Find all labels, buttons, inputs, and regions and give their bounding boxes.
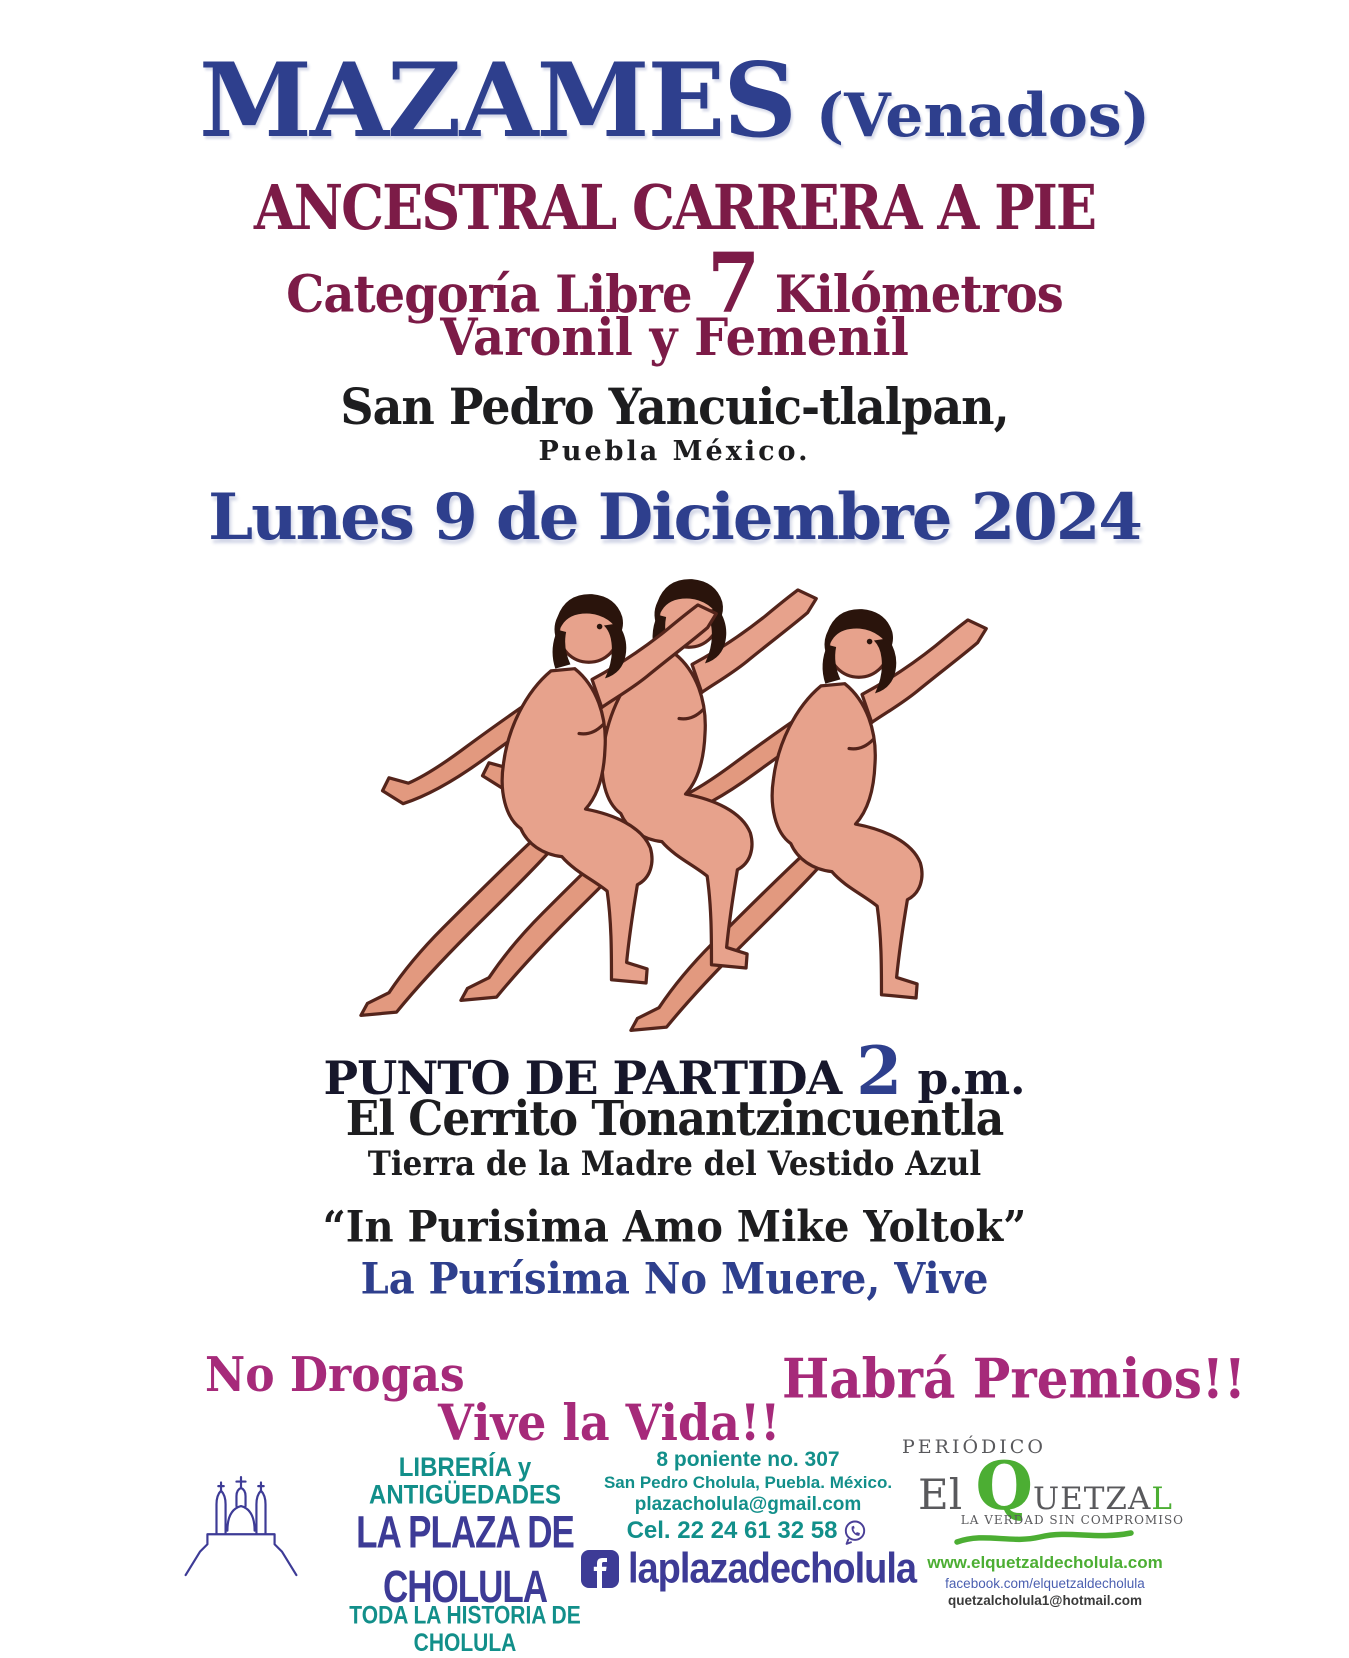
contact-email: plazacholula@gmail.com	[634, 1494, 862, 1516]
quetzal-email: quetzalcholula1@hotmail.com	[948, 1593, 1142, 1608]
location-line: San Pedro Yancuic-tlalpan,	[340, 377, 1009, 436]
quetzal-l: L	[1151, 1481, 1172, 1517]
quetzal-website: www.elquetzaldecholula.com	[927, 1553, 1163, 1572]
race-type-line: ANCESTRAL CARRERA A PIE	[253, 170, 1096, 244]
contact-city: San Pedro Cholula, Puebla. México.	[603, 1473, 893, 1493]
contact-block	[598, 1448, 917, 1593]
title-text: MAZAMES	[198, 41, 795, 161]
start-meridiem: p.m.	[902, 1054, 1026, 1105]
quote-spanish: La Purísima No Muere, Vive	[360, 1253, 989, 1305]
contact-phone: Cel. 22 24 61 32 58	[626, 1517, 838, 1545]
quetzal-q: Q	[975, 1447, 1033, 1525]
slogan-no-drogas: No Drogas	[205, 1347, 465, 1403]
gender-line: Varonil y Femenil	[440, 307, 909, 369]
cholula-church-icon	[182, 1446, 300, 1578]
greek-runners-illustration	[335, 570, 1035, 1060]
facebook-handle: laplazadecholula	[627, 1545, 917, 1593]
category-pre: Categoría Libre	[286, 264, 708, 326]
contact-address: 8 poniente no. 307	[656, 1448, 840, 1471]
contact-phone-row	[598, 1517, 898, 1546]
location-subline: Puebla México.	[538, 436, 811, 467]
start-label: PUNTO DE PARTIDA	[323, 1051, 857, 1105]
plaza-tagline: TODA LA HISTORIA DE CHOLULA	[349, 1602, 581, 1658]
start-time: 2	[856, 1032, 903, 1110]
start-place-subtitle: Tierra de la Madre del Vestido Azul	[367, 1144, 982, 1184]
quote-nahuatl: “In Purisima Amo Mike Yoltok”	[322, 1201, 1027, 1253]
plaza-de-cholula-logo	[182, 1446, 622, 1658]
whatsapp-icon	[841, 1518, 869, 1546]
poster-title	[0, 41, 1349, 161]
slogan-vive-la-vida: Vive la Vida!!	[438, 1393, 781, 1452]
category-post: Kilómetros	[759, 264, 1063, 326]
quetzal-el: El	[918, 1470, 976, 1519]
plaza-text-block	[308, 1446, 622, 1658]
category-distance: 7	[707, 235, 760, 332]
quetzal-logo-block	[880, 1438, 1210, 1608]
quetzal-tagline: LA VERDAD SIN COMPROMISO	[960, 1513, 1184, 1527]
footer	[0, 1436, 1349, 1658]
quetzal-uetza: UETZA	[1033, 1481, 1152, 1517]
quetzal-kicker: PERIÓDICO	[902, 1436, 1046, 1458]
facebook-icon	[580, 1549, 620, 1589]
title-suffix: (Venados)	[794, 81, 1151, 151]
start-place: El Cerrito Tonantzincuentla	[345, 1091, 1004, 1147]
quetzal-facebook: facebook.com/elquetzaldecholula	[945, 1576, 1145, 1591]
quetzal-swoosh-icon	[955, 1529, 1135, 1547]
plaza-name: LA PLAZA DE CHOLULA	[356, 1507, 574, 1613]
facebook-row	[598, 1545, 917, 1593]
plaza-kicker: LIBRERÍA y ANTIGÜEDADES	[368, 1452, 561, 1511]
event-date: Lunes 9 de Diciembre 2024	[208, 480, 1141, 555]
slogan-habra-premios: Habrá Premios!!	[782, 1346, 1246, 1411]
